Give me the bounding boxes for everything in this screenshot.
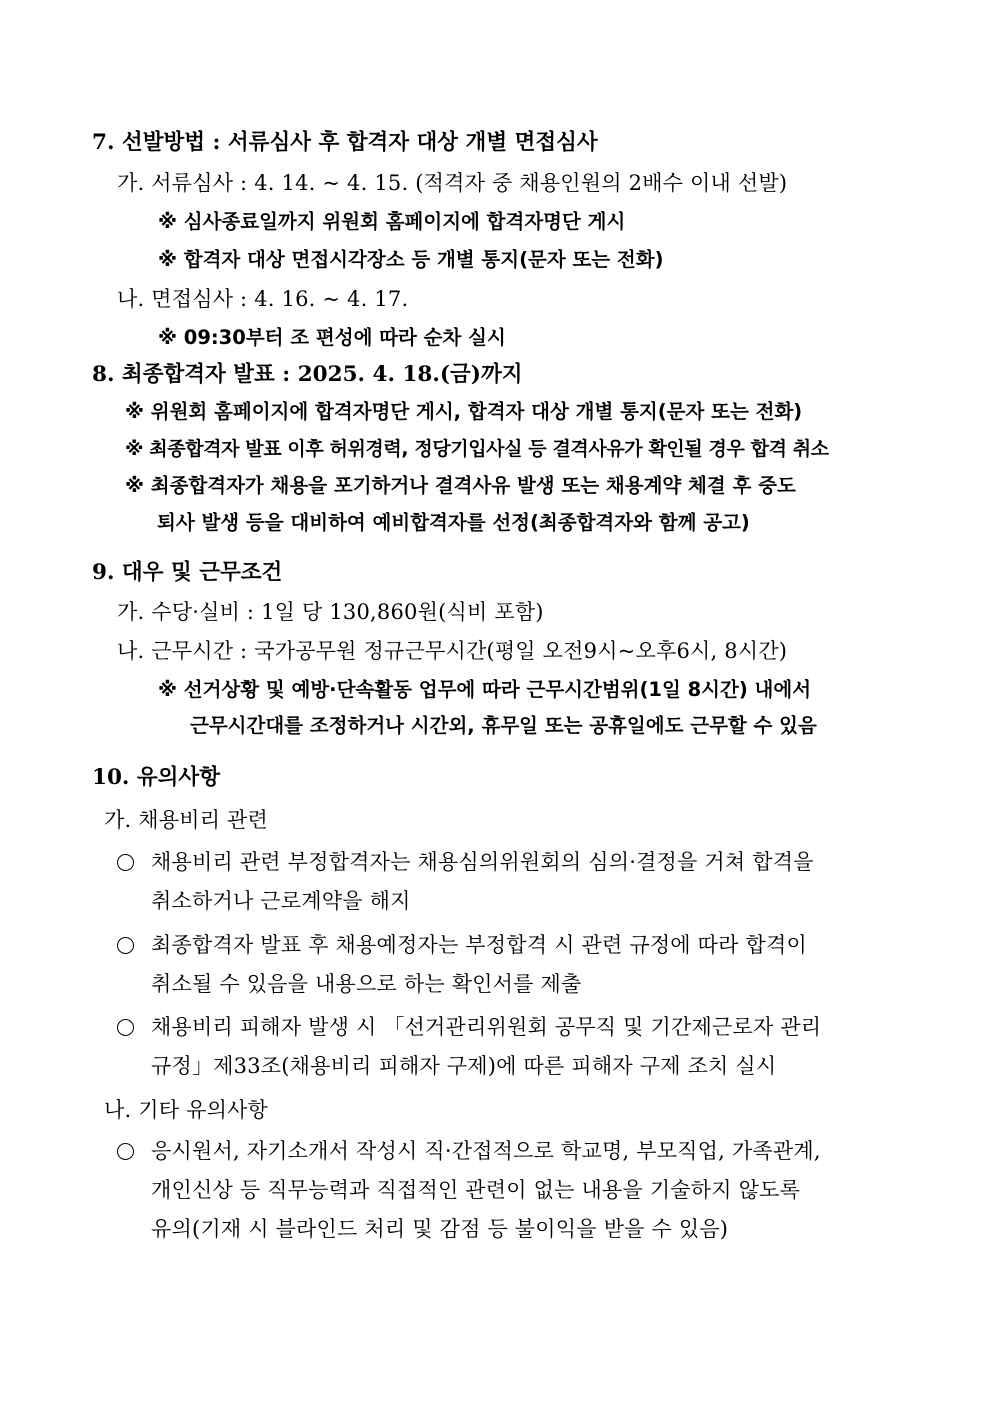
section-10-a-item-3-line-1: 채용비리 피해자 발생 시 「선거관리위원회 공무직 및 기간제근로자 관리 xyxy=(151,1015,822,1039)
section-8-note-2: ※ 최종합격자 발표 이후 허위경력, 정당기입사실 등 결격사유가 확인될 경우 합격 취소 xyxy=(125,438,829,460)
section-7-title: 7. 선발방법 : 서류심사 후 합격자 대상 개별 면접심사 xyxy=(92,130,598,155)
bullet-circle-icon xyxy=(117,1143,134,1160)
section-10-a-item-1-line-2: 취소하거나 근로계약을 해지 xyxy=(151,889,411,913)
section-7-item-a: 가. 서류심사 : 4. 14. ~ 4. 15. (적격자 중 채용인원의 2배수 이내 선발) xyxy=(117,171,788,195)
section-7-b-note-1: ※ 09:30부터 조 편성에 따라 순차 실시 xyxy=(158,326,506,349)
section-9-item-a: 가. 수당·실비 : 1일 당 130,860원(식비 포함) xyxy=(117,600,544,624)
section-10-b-item-1-line-2: 개인신상 등 직무능력과 직접적인 관련이 없는 내용을 기술하지 않도록 xyxy=(151,1178,801,1202)
section-7-a-note-2: ※ 합격자 대상 면접시각장소 등 개별 통지(문자 또는 전화) xyxy=(158,248,664,271)
section-10-a-item-1-line-1: 채용비리 관련 부정합격자는 채용심의위원회의 심의·결정을 거쳐 합격을 xyxy=(151,850,814,874)
section-9-title: 9. 대우 및 근무조건 xyxy=(92,560,283,585)
section-10-b-item-1-line-3: 유의(기재 시 블라인드 처리 및 감점 등 불이익을 받을 수 있음) xyxy=(151,1217,729,1241)
section-10-a-item-2-line-2: 취소될 수 있음을 내용으로 하는 확인서를 제출 xyxy=(151,972,582,996)
section-10-title: 10. 유의사항 xyxy=(92,765,220,790)
section-8-note-3-line-1: ※ 최종합격자가 채용을 포기하거나 결격사유 발생 또는 채용계약 체결 후 중도 xyxy=(125,474,796,497)
section-9-b-note-1-line-2: 근무시간대를 조정하거나 시간외, 휴무일 또는 공휴일에도 근무할 수 있음 xyxy=(190,714,817,737)
section-10-a-item-2-line-1: 최종합격자 발표 후 채용예정자는 부정합격 시 관련 규정에 따라 합격이 xyxy=(151,933,807,957)
section-10-a-item-3-line-2: 규정」제33조(채용비리 피해자 구제)에 따른 피해자 구제 조치 실시 xyxy=(151,1054,777,1078)
section-10-b-item-1-line-1: 응시원서, 자기소개서 작성시 직·간접적으로 학교명, 부모직업, 가족관계, xyxy=(151,1139,821,1163)
section-9-b-note-1-line-1: ※ 선거상황 및 예방·단속활동 업무에 따라 근무시간범위(1일 8시간) 내에서 xyxy=(158,678,812,701)
section-8-title: 8. 최종합격자 발표 : 2025. 4. 18.(금)까지 xyxy=(92,362,523,387)
bullet-circle-icon xyxy=(117,937,134,954)
section-8-note-3-line-2: 퇴사 발생 등을 대비하여 예비합격자를 선정(최종합격자와 함께 공고) xyxy=(157,511,750,534)
bullet-circle-icon xyxy=(117,854,134,871)
section-10-item-b: 나. 기타 유의사항 xyxy=(104,1098,269,1122)
section-9-item-b: 나. 근무시간 : 국가공무원 정규근무시간(평일 오전9시~오후6시, 8시간) xyxy=(117,639,788,663)
section-7-item-b: 나. 면접심사 : 4. 16. ~ 4. 17. xyxy=(117,287,409,311)
section-7-a-note-1: ※ 심사종료일까지 위원회 홈페이지에 합격자명단 게시 xyxy=(158,210,626,233)
section-8-note-1: ※ 위원회 홈페이지에 합격자명단 게시, 합격자 대상 개별 통지(문자 또는 전화) xyxy=(125,400,803,423)
bullet-circle-icon xyxy=(117,1019,134,1036)
section-10-item-a: 가. 채용비리 관련 xyxy=(104,808,269,832)
